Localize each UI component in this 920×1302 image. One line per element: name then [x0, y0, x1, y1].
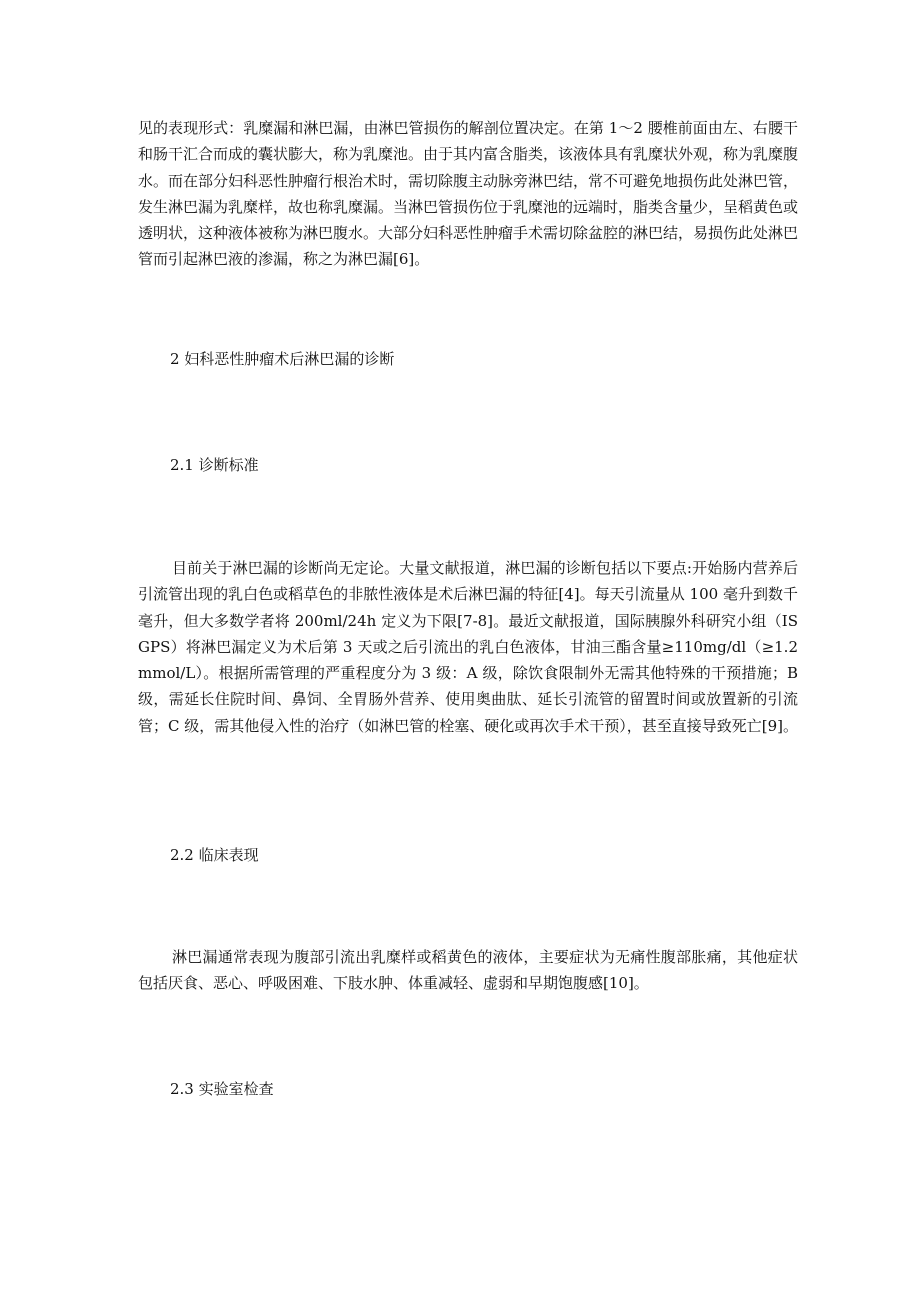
intro-paragraph: 见的表现形式：乳糜漏和淋巴漏，由淋巴管损伤的解剖位置决定。在第 1～2 腰椎前面由左、右腰干和肠干汇合而成的囊状膨大，称为乳糜池。由于其内富含脂类，该液体具有乳糜状外观，称为乳糜腹水。而在部分妇科恶性肿瘤行根治术时，需切除腹主动脉旁淋巴结，常不可避免地损伤此处淋巴管，发生淋巴漏为乳糜样，故也称乳糜漏。当淋巴管损伤位于乳糜池的远端时，脂类含量少，呈稻黄色或透明状，这种液体被称为淋巴腹水。大部分妇科恶性肿瘤手术需切除盆腔的淋巴结，易损伤此处淋巴管而引起淋巴液的渗漏，称之为淋巴漏[6]。 [138, 119, 799, 269]
clinical-manifestation-paragraph: 淋巴漏通常表现为腹部引流出乳糜样或稻黄色的液体，主要症状为无痛性腹部胀痛，其他症状包括厌食、恶心、呼吸困难、下肢水肿、体重减轻、虚弱和早期饱腹感[10]。 [138, 948, 798, 993]
subsection-2-3-heading: 2.3 实验室检查 [170, 1080, 274, 1098]
subsection-2-2-heading: 2.2 临床表现 [170, 846, 259, 864]
section-2-heading: 2 妇科恶性肿瘤术后淋巴漏的诊断 [170, 350, 395, 368]
subsection-2-1-heading: 2.1 诊断标准 [170, 456, 259, 474]
diagnosis-criteria-paragraph: 目前关于淋巴漏的诊断尚无定论。大量文献报道，淋巴漏的诊断包括以下要点:开始肠内营养后引流管出现的乳白色或稻草色的非脓性液体是术后淋巴漏的特征[4]。每天引流量从 100 毫升到数千毫升，但大多数学者将 200ml/24h 定义为下限[7-8]。最近文献报道，国际胰腺外科研究小组（ISGPS）将淋巴漏定义为术后第 3 天或之后引流出的乳白色液体，甘油三酯含量≥110mg/dl（≥1.2mmol/L）。根据所需管理的严重程度分为 3 级：A 级，除饮食限制外无需其他特殊的干预措施；B 级，需延长住院时间、鼻饲、全胃肠外营养、使用奥曲肽、延长引流管的留置时间或放置新的引流管；C 级，需其他侵入性的治疗（如淋巴管的栓塞、硬化或再次手术干预），甚至直接导致死亡[9]。 [138, 559, 798, 735]
